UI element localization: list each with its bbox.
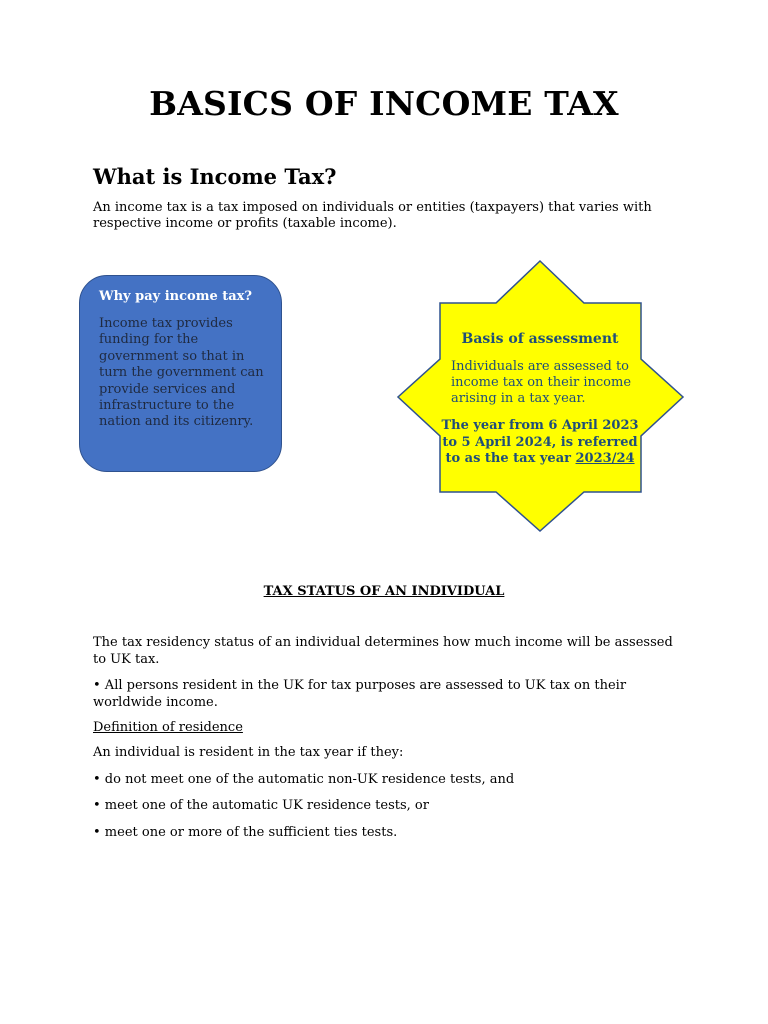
residency-paragraph: The tax residency status of an individual determines how much income will be assessed to UK tax. — [93, 635, 673, 667]
list-item: • do not meet one of the automatic non-UK residence tests, and — [93, 772, 515, 787]
tax-year-label: 2023/24 — [575, 451, 635, 466]
tax-year-definition-text: The year from 6 April 2023 to 5 April 2024, is referred to as the tax year — [441, 418, 639, 466]
why-pay-income-tax-text: Income tax provides funding for the government so that in turn the government can provide services and infrastructure to the nation and its citizenry. — [99, 316, 264, 430]
section-heading-what-is-income-tax: What is Income Tax? — [93, 164, 337, 189]
list-item: • meet one or more of the sufficient ties tests. — [93, 825, 398, 840]
intro-paragraph: An income tax is a tax imposed on individuals or entities (taxpayers) that varies with respective income or profits (taxable income). — [93, 200, 652, 231]
tax-status-heading: TAX STATUS OF AN INDIVIDUAL — [263, 584, 505, 599]
list-item: • meet one of the automatic UK residence tests, or — [93, 798, 429, 813]
basis-of-assessment-text: Individuals are assessed to income tax on their income arising in a tax year. — [451, 359, 632, 406]
why-pay-income-tax-title: Why pay income tax? — [99, 289, 253, 304]
tax-year-definition — [440, 418, 640, 468]
basis-of-assessment-title: Basis of assessment — [461, 331, 619, 347]
resident-condition-intro: An individual is resident in the tax year if they: — [93, 745, 404, 760]
document-title: BASICS OF INCOME TAX — [149, 84, 619, 123]
resident-bullet: • All persons resident in the UK for tax purposes are assessed to UK tax on their worldwide income. — [93, 678, 627, 710]
definition-of-residence-heading: Definition of residence — [93, 720, 243, 735]
